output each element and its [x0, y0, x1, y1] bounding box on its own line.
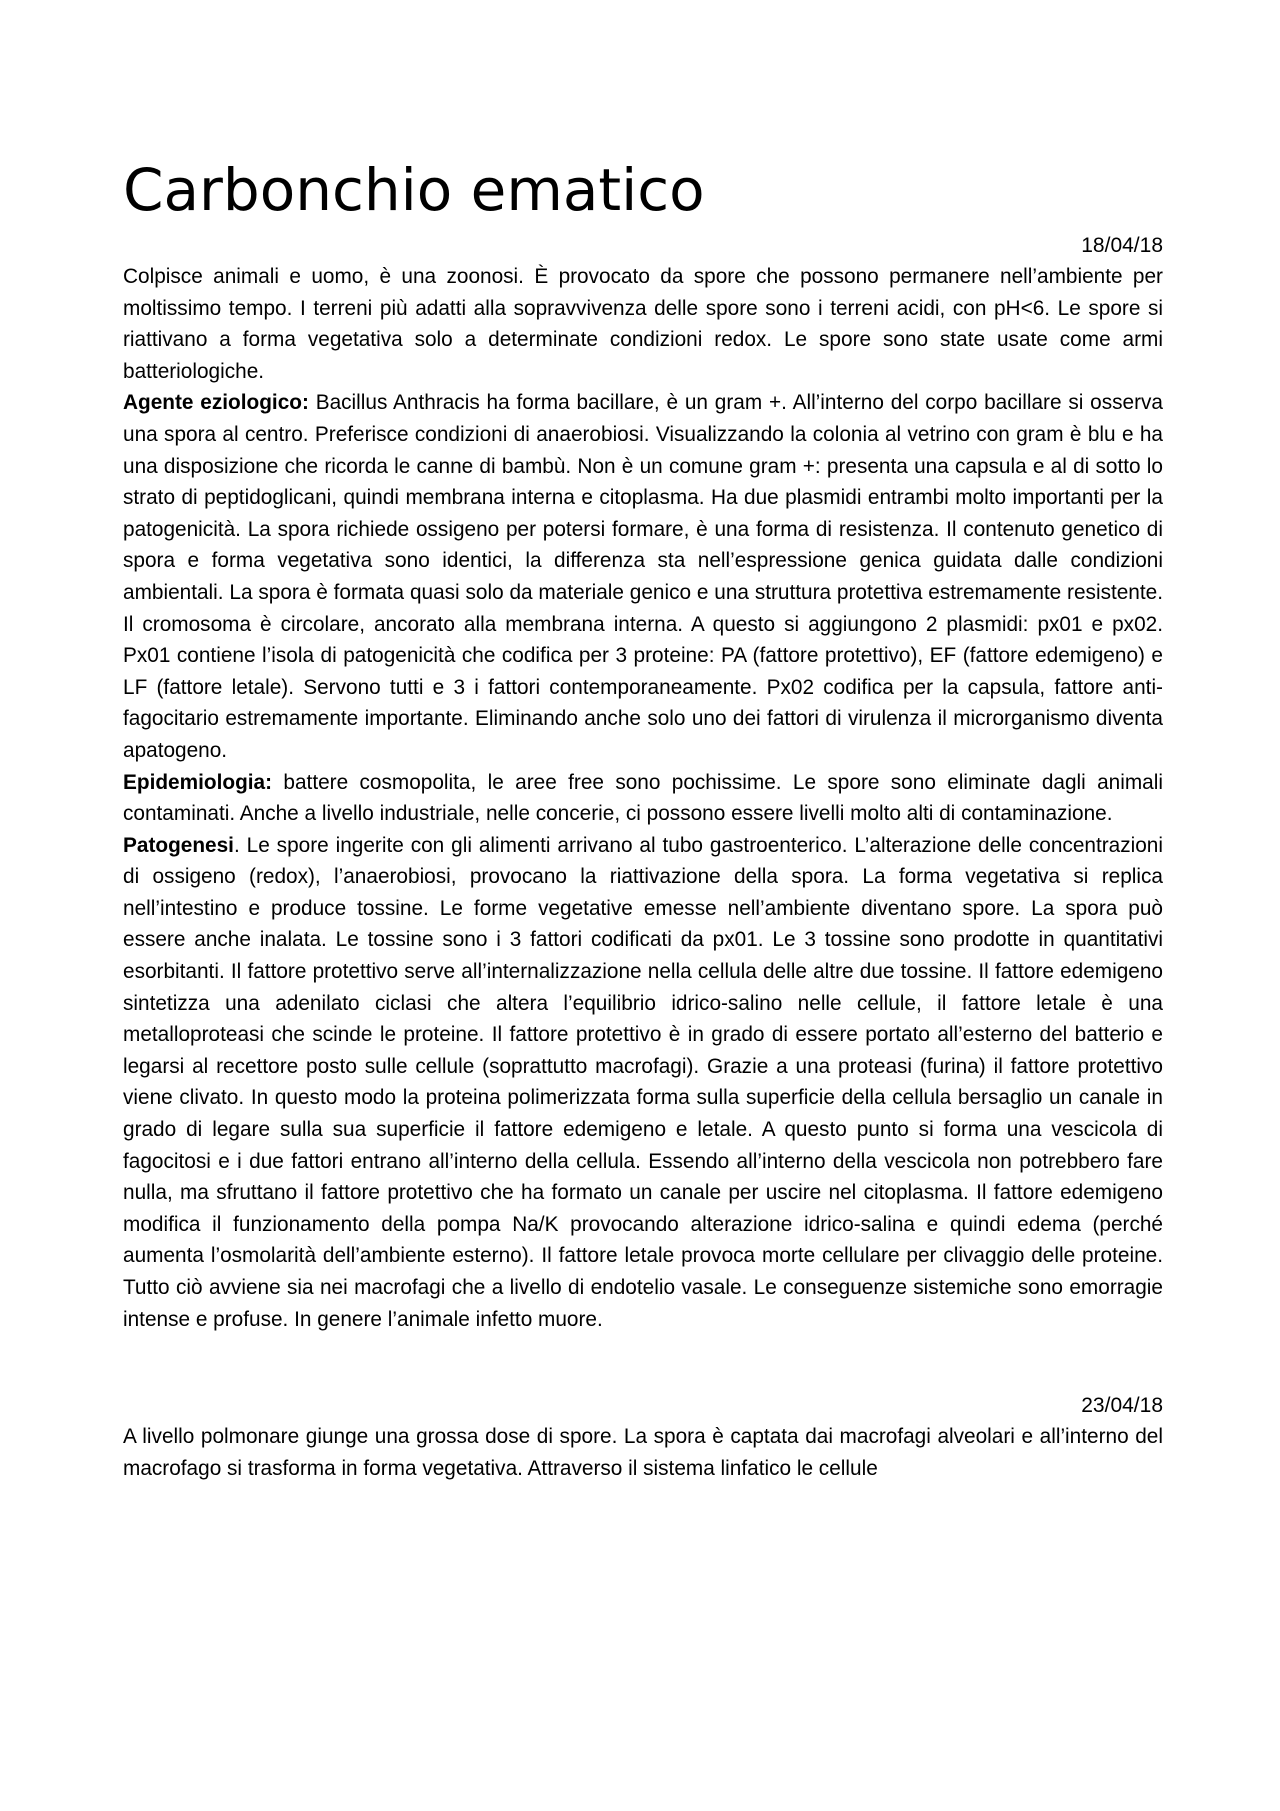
document-page	[123, 150, 1163, 1484]
section-text: battere cosmopolita, le aree free sono pochissime. Le spore sono eliminate dagli animali contaminati. Anche a livello industriale, nelle concerie, ci possono essere livelli molto alti di contaminazione.	[123, 770, 1163, 826]
section-label: Epidemiologia:	[123, 770, 273, 794]
date-second: 23/04/18	[1081, 1394, 1163, 1418]
intro-paragraph: Colpisce animali e uomo, è una zoonosi. È provocato da spore che possono permanere nell’ambiente per moltissimo tempo. I terreni più adatti alla sopravvivenza delle spore sono i terreni acidi, con pH<6. Le spore si riattivano a forma vegetativa solo a determinate condizioni redox. Le spore sono state usate come armi batteriologiche.	[123, 265, 1163, 383]
page-title: Carbonchio ematico	[123, 156, 705, 224]
section-label: Patogenesi	[123, 833, 234, 857]
section-agente-eziologico	[123, 387, 1163, 766]
spacer	[123, 1335, 1163, 1390]
section-label: Agente eziologico:	[123, 391, 309, 415]
section-epidemiologia	[123, 767, 1163, 830]
section-patogenesi	[123, 830, 1163, 1336]
final-paragraph: A livello polmonare giunge una grossa dose di spore. La spora è captata dai macrofagi alveolari e all’interno del macrofago si trasforma in forma vegetativa. Attraverso il sistema linfatico le cellule	[123, 1425, 1163, 1480]
section-text: . Le spore ingerite con gli alimenti arrivano al tubo gastroenterico. L’alterazione delle concentrazioni di ossigeno (redox), l’anaerobiosi, provocano la riattivazione della spora. La forma vegetativa si replica nell’intestino e produce tossine. Le forme vegetative emesse nell’ambiente diventano spore. La spora può essere anche inalata. Le tossine sono i 3 fattori codificati da px01. Le 3 tossine sono prodotte in quantitativi esorbitanti. Il fattore protettivo serve all’internalizzazione nella cellula delle altre due tossine. Il fattore edemigeno sintetizza una adenilato ciclasi che altera l’equilibrio idrico-salino nelle cellule, il fattore letale è una metalloproteasi che scinde le proteine. Il fattore protettivo è in grado di essere portato all’esterno del batterio e legarsi al recettore posto sulle cellule (soprattutto macrofagi). Grazie a una proteasi (furina) il fattore protettivo viene clivato. In questo modo la proteina polimerizzata forma sulla superficie della cellula bersaglio un canale in grado di legare sulla sua superficie il fattore edemigeno e letale. A questo punto si forma una vescicola di fagocitosi e i due fattori entrano all’interno della cellula. Essendo all’interno della vescicola non potrebbero fare nulla, ma sfruttano il fattore protettivo che ha formato un canale per uscire nel citoplasma. Il fattore edemigeno modifica il funzionamento della pompa Na/K provocando alterazione idrico-salina e quindi edema (perché aumenta l’osmolarità dell’ambiente esterno). Il fattore letale provoca morte cellulare per clivaggio delle proteine. Tutto ciò avviene sia nei macrofagi che a livello di endotelio vasale. Le conseguenze sistemiche sono emorragie intense e profuse. In genere l’animale infetto muore.	[123, 833, 1163, 1331]
date-first: 18/04/18	[1081, 234, 1163, 257]
section-text: Bacillus Anthracis ha forma bacillare, è un gram +. All’interno del corpo bacillare si osserva una spora al centro. Preferisce condizioni di anaerobiosi. Visualizzando la colonia al vetrino con gram è blu e ha una disposizione che ricorda le canne di bambù. Non è un comune gram +: presenta una capsula e al di sotto lo strato di peptidoglicani, quindi membrana interna e citoplasma. Ha due plasmidi entrambi molto importanti per la patogenicità. La spora richiede ossigeno per potersi formare, è una forma di resistenza. Il contenuto genetico di spora e forma vegetativa sono identici, la differenza sta nell’espressione genica guidata dalle condizioni ambientali. La spora è formata quasi solo da materiale genico e una struttura protettiva estremamente resistente. Il cromosoma è circolare, ancorato alla membrana interna. A questo si aggiungono 2 plasmidi: px01 e px02. Px01 contiene l’isola di patogenicità che codifica per 3 proteine: PA (fattore protettivo), EF (fattore edemigeno) e LF (fattore letale). Servono tutti e 3 i fattori contemporaneamente. Px02 codifica per la capsula, fattore anti-fagocitario estremamente importante. Eliminando anche solo uno dei fattori di virulenza il microrganismo diventa apatogeno.	[123, 391, 1163, 762]
